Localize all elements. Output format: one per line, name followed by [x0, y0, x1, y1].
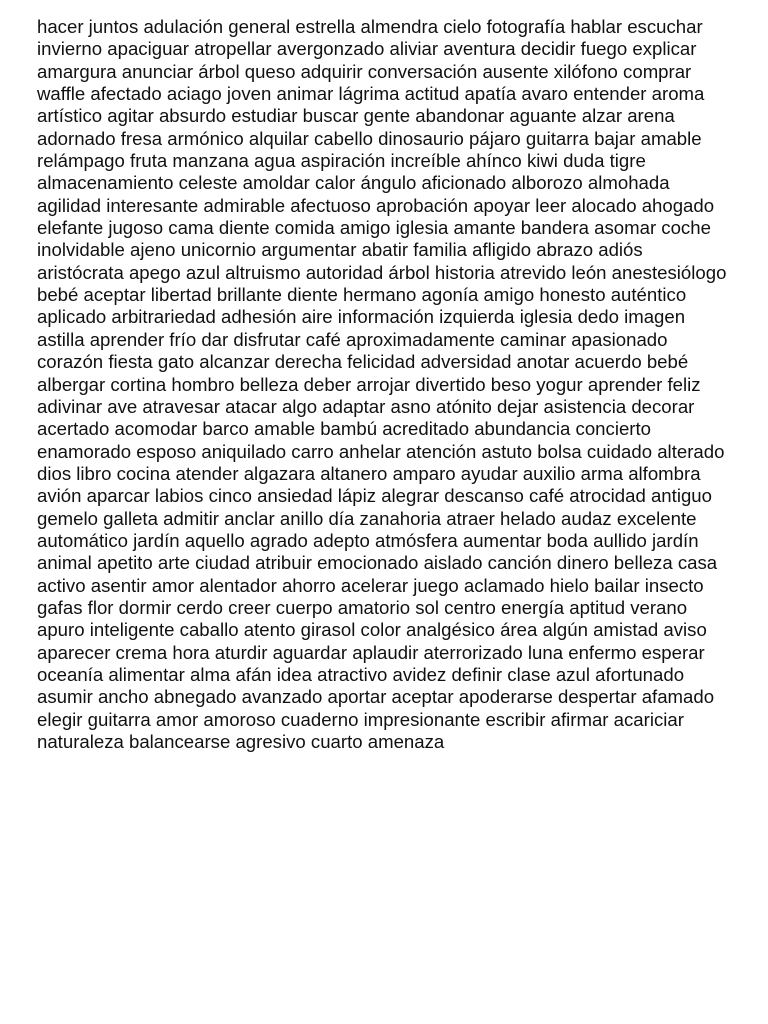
- text-line: acertado acomodar barco amable bambú acreditado abundancia concierto: [37, 418, 651, 440]
- text-line: relámpago fruta manzana agua aspiración increíble ahínco kiwi duda tigre: [37, 150, 646, 172]
- text-line: automático jardín aquello agrado adepto atmósfera aumentar boda aullido jardín: [37, 529, 699, 551]
- text-line: activo asentir amor alentador ahorro acelerar juego aclamado hielo bailar insecto: [37, 574, 704, 596]
- text-line: elegir guitarra amor amoroso cuaderno impresionante escribir afirmar acariciar: [37, 708, 684, 730]
- text-line: astilla aprender frío dar disfrutar café aproximadamente caminar apasionado: [37, 328, 668, 350]
- text-line: gemelo galleta admitir anclar anillo día zanahoria atraer helado audaz excelente: [37, 507, 697, 529]
- text-line: hacer juntos adulación general estrella almendra cielo fotografía hablar escuchar: [37, 16, 703, 37]
- text-line: almacenamiento celeste amoldar calor ángulo aficionado alborozo almohada: [37, 172, 670, 194]
- text-line: adivinar ave atravesar atacar algo adaptar asno atónito dejar asistencia decorar: [37, 395, 695, 417]
- text-line: dios libro cocina atender algazara altanero amparo ayudar auxilio arma alfombra: [37, 462, 701, 484]
- text-line: apuro inteligente caballo atento girasol color analgésico área algún amistad aviso: [37, 619, 707, 641]
- text-line: aparecer crema hora aturdir aguardar aplaudir aterrorizado luna enfermo esperar: [37, 641, 705, 663]
- text-line: asumir ancho abnegado avanzado aportar aceptar apoderarse despertar afamado: [37, 686, 715, 708]
- text-line: enamorado esposo aniquilado carro anhelar atención astuto bolsa cuidado alterado: [37, 440, 725, 462]
- text-line: aplicado arbitrariedad adhesión aire información izquierda iglesia dedo imagen: [37, 306, 686, 328]
- text-line: avión aparcar labios cinco ansiedad lápiz alegrar descanso café atrocidad antiguo: [37, 485, 712, 507]
- text-line: invierno apaciguar atropellar avergonzado aliviar aventura decidir fuego explicar: [37, 38, 697, 60]
- text-line: bebé aceptar libertad brillante diente hermano agonía amigo honesto auténtico: [37, 284, 687, 306]
- text-line: albergar cortina hombro belleza deber arrojar divertido beso yogur aprender feliz: [37, 373, 701, 395]
- text-line: inolvidable ajeno unicornio argumentar abatir familia afligido abrazo adiós: [37, 239, 643, 261]
- text-line: animal apetito arte ciudad atribuir emocionado aislado canción dinero belleza casa: [37, 552, 718, 574]
- text-line: corazón fiesta gato alcanzar derecha felicidad adversidad anotar acuerdo bebé: [37, 351, 689, 373]
- text-line: adornado fresa armónico alquilar cabello dinosaurio pájaro guitarra bajar amable: [37, 127, 702, 149]
- text-line: waffle afectado aciago joven animar lágrima actitud apatía avaro entender aroma: [37, 83, 705, 105]
- text-line: artístico agitar absurdo estudiar buscar gente abandonar aguante alzar arena: [37, 105, 675, 127]
- text-line: agilidad interesante admirable afectuoso aprobación apoyar leer alocado ahogado: [37, 194, 715, 216]
- body-text: [37, 16, 768, 753]
- text-line: gafas flor dormir cerdo creer cuerpo amatorio sol centro energía aptitud verano: [37, 596, 688, 618]
- text-line: naturaleza balancearse agresivo cuarto amenaza: [37, 731, 445, 752]
- text-line: amargura anunciar árbol queso adquirir conversación ausente xilófono comprar: [37, 60, 692, 82]
- text-line: elefante jugoso cama diente comida amigo iglesia amante bandera asomar coche: [37, 217, 711, 239]
- text-line: aristócrata apego azul altruismo autoridad árbol historia atrevido león anestesiólogo: [37, 261, 727, 283]
- text-line: oceanía alimentar alma afán idea atractivo avidez definir clase azul afortunado: [37, 663, 685, 685]
